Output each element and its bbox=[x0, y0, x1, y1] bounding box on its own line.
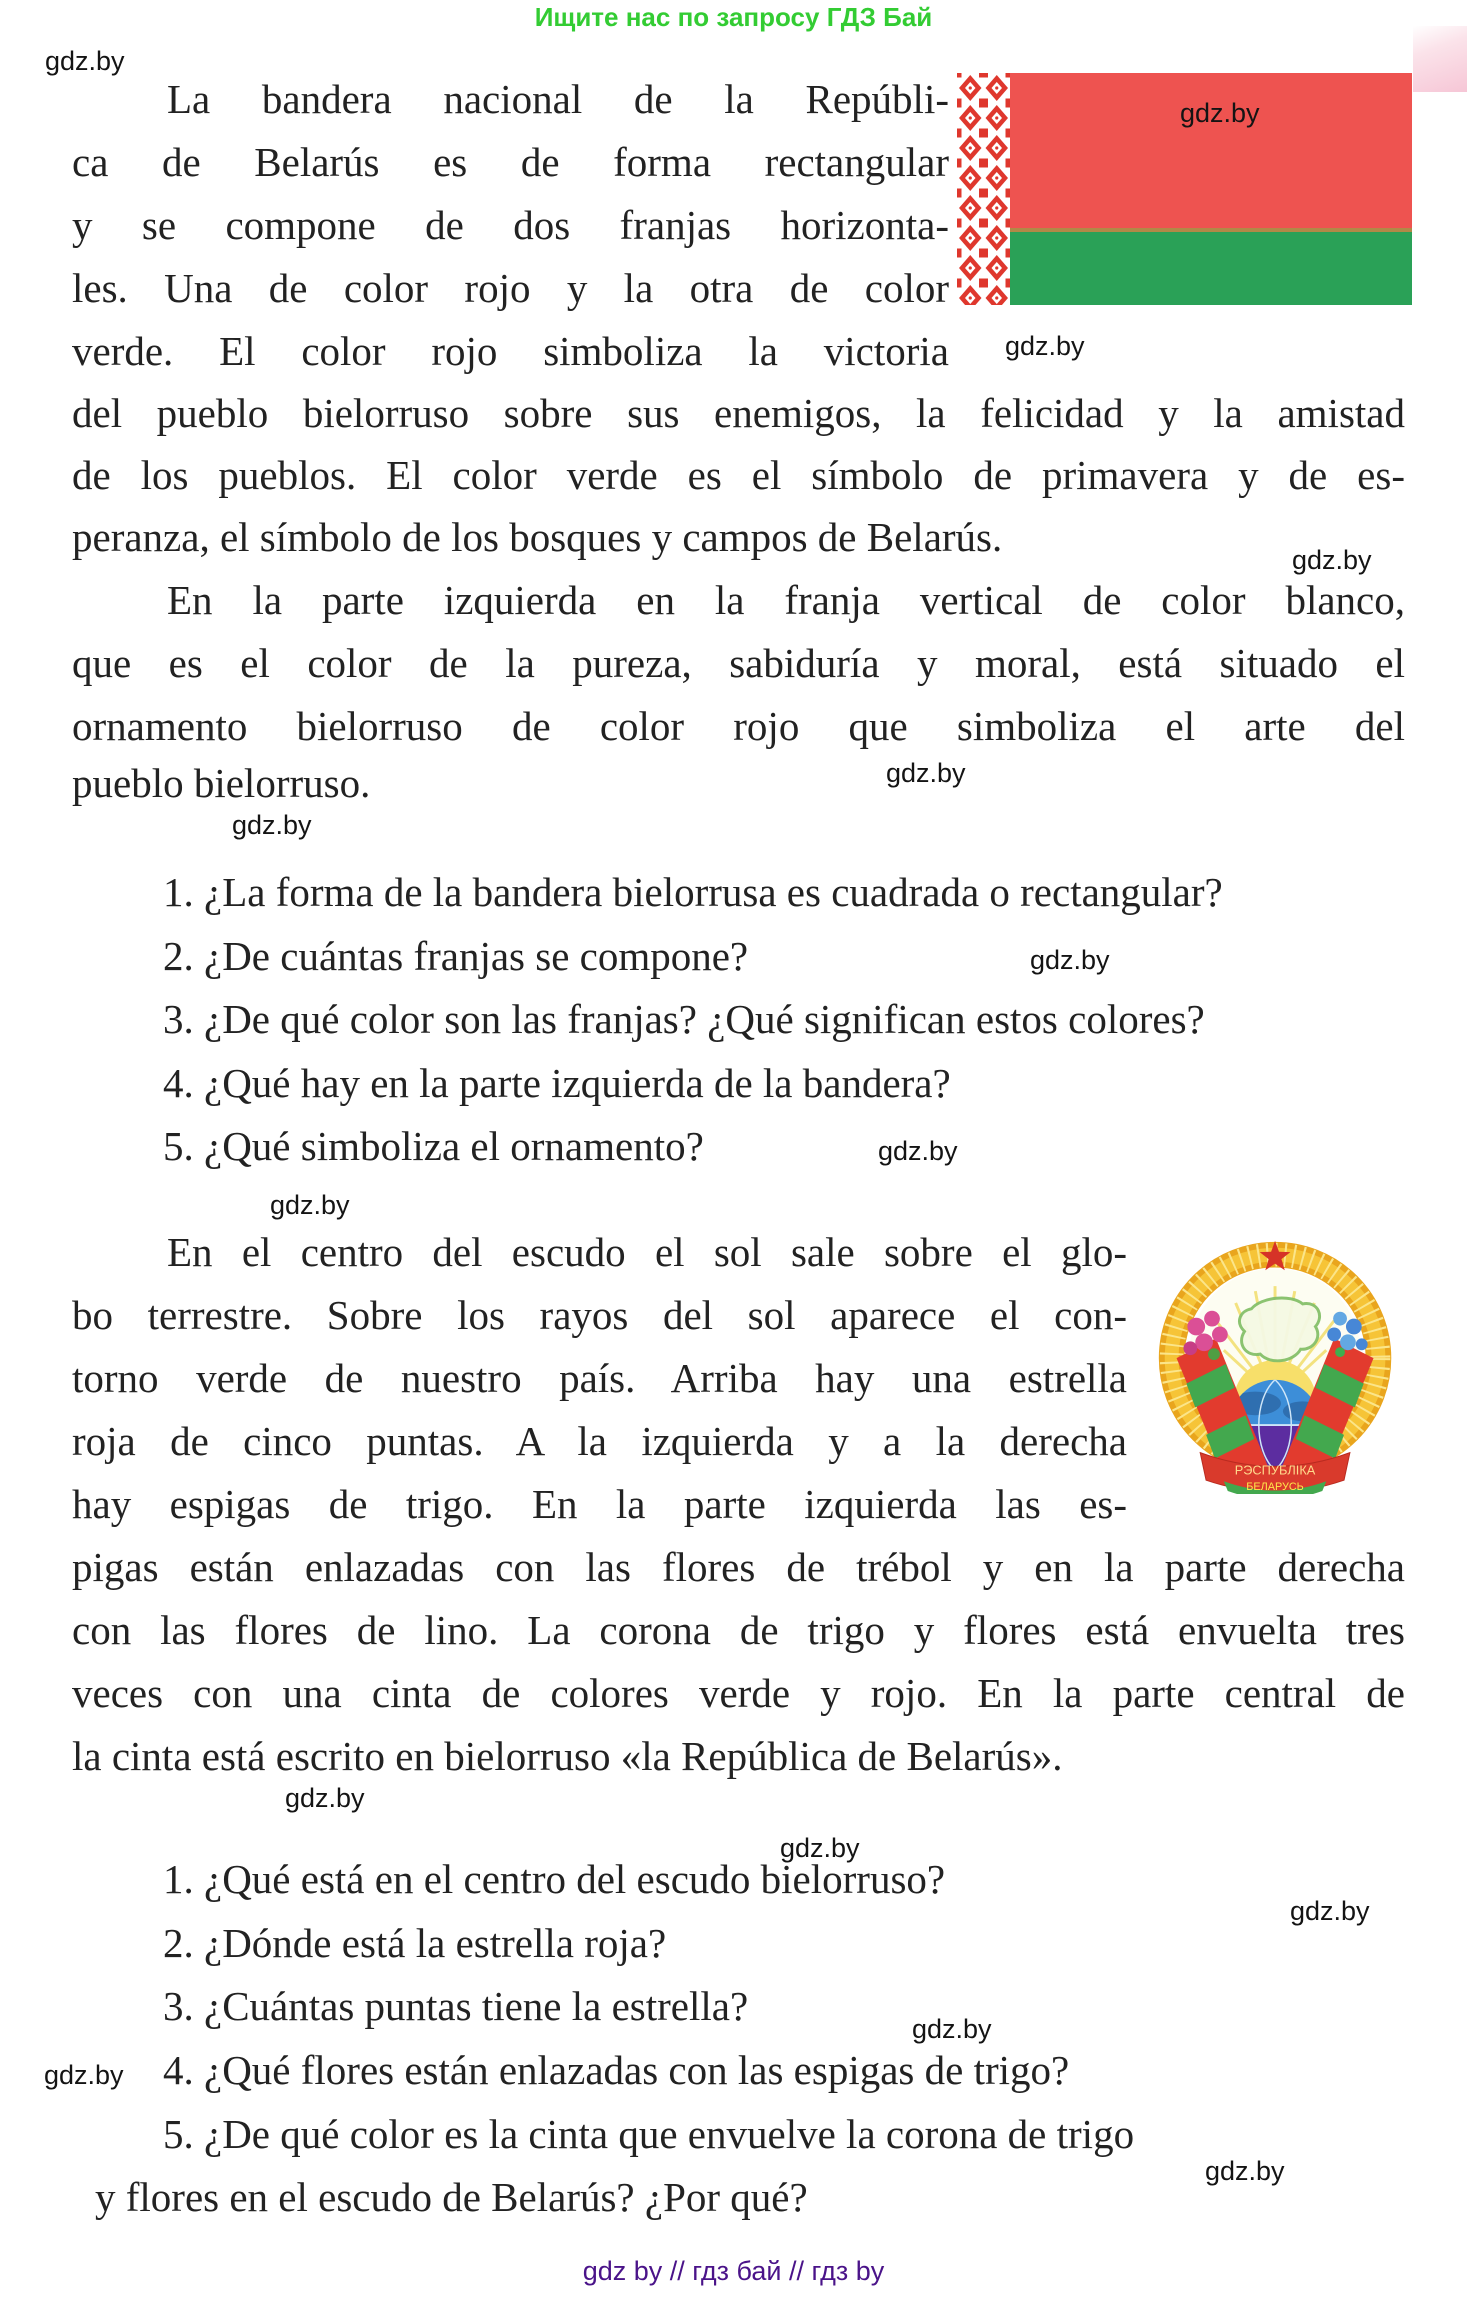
gdz-watermark: gdz.by bbox=[780, 1833, 860, 1863]
flag-question-item: 3. ¿De qué color son las franjas? ¿Qué significan estos colores? bbox=[163, 996, 1205, 1042]
paragraph-line: bo terrestre. Sobre los rayos del sol aparece el con- bbox=[72, 1292, 1127, 1338]
emblem-question-item: 3. ¿Cuántas puntas tiene la estrella? bbox=[163, 1983, 749, 2029]
flag-green-band bbox=[1010, 232, 1412, 305]
promo-header-text: Ищите нас по запросу ГДЗ Бай bbox=[534, 2, 933, 32]
gdz-watermark: gdz.by bbox=[1180, 98, 1260, 128]
gdz-watermark: gdz.by bbox=[1290, 1896, 1370, 1926]
paragraph-line: les. Una de color rojo y la otra de color bbox=[72, 265, 949, 311]
paragraph-line: En el centro del escudo el sol sale sobre el glo- bbox=[167, 1229, 1127, 1275]
gdz-watermark: gdz.by bbox=[1005, 331, 1085, 361]
gdz-watermark: gdz.by bbox=[878, 1136, 958, 1166]
paragraph-line: roja de cinco puntas. A la izquierda y a la derecha bbox=[72, 1418, 1127, 1464]
paragraph-line: de los pueblos. El color verde es el símbolo de primavera y de es- bbox=[72, 452, 1405, 498]
flag-question-item: 2. ¿De cuántas franjas se compone? bbox=[163, 933, 749, 979]
gdz-watermark: gdz.by bbox=[912, 2014, 992, 2044]
paragraph-line: torno verde de nuestro país. Arriba hay una estrella bbox=[72, 1355, 1127, 1401]
gdz-watermark: gdz.by bbox=[1205, 2156, 1285, 2186]
paragraph-line: con las flores de lino. La corona de trigo y flores está envuelta tres bbox=[72, 1607, 1405, 1653]
gdz-watermark: gdz.by bbox=[232, 810, 312, 840]
paragraph-line: que es el color de la pureza, sabiduría y moral, está situado el bbox=[72, 640, 1405, 686]
paragraph-line: En la parte izquierda en la franja vertical de color blanco, bbox=[167, 577, 1405, 623]
footer-search-hint: gdz by // гдз бай // гдз by bbox=[582, 2256, 885, 2286]
emblem-question-item: 2. ¿Dónde está la estrella roja? bbox=[163, 1920, 667, 1966]
gdz-watermark: gdz.by bbox=[1292, 545, 1372, 575]
paragraph-line: verde. El color rojo simboliza la victoria bbox=[72, 328, 949, 374]
paragraph-line: veces con una cinta de colores verde y rojo. En la parte central de bbox=[72, 1670, 1405, 1716]
emblem-question-item: 4. ¿Qué flores están enlazadas con las espigas de trigo? bbox=[163, 2047, 1070, 2093]
paragraph-line: La bandera nacional de la Repúbli- bbox=[167, 76, 949, 122]
paragraph-line: pigas están enlazadas con las flores de trébol y en la parte derecha bbox=[72, 1544, 1405, 1590]
flag-question-item: 1. ¿La forma de la bandera bielorrusa es cuadrada o rectangular? bbox=[163, 869, 1223, 915]
paragraph-line: del pueblo bielorruso sobre sus enemigos, la felicidad y la amistad bbox=[72, 390, 1405, 436]
coat-of-arms-image bbox=[1143, 1232, 1413, 1494]
gdz-watermark: gdz.by bbox=[285, 1783, 365, 1813]
emblem-question-item: 1. ¿Qué está en el centro del escudo bielorruso? bbox=[163, 1856, 946, 1902]
paragraph-line: y se compone de dos franjas horizonta- bbox=[72, 202, 949, 248]
emblem-question-item: y flores en el escudo de Belarús? ¿Por qué? bbox=[95, 2174, 808, 2220]
flag-ornament-strip bbox=[957, 73, 1010, 305]
banner-text-line2: БЕЛАРУСЬ bbox=[1246, 1481, 1304, 1494]
gdz-watermark: gdz.by bbox=[270, 1190, 350, 1220]
gdz-watermark: gdz.by bbox=[44, 2060, 124, 2090]
paragraph-line: hay espigas de trigo. En la parte izquierda las es- bbox=[72, 1481, 1127, 1527]
paragraph-line: ca de Belarús es de forma rectangular bbox=[72, 139, 949, 185]
paragraph-line: peranza, el símbolo de los bosques y campos de Belarús. bbox=[72, 514, 1003, 560]
banner-text-line1: РЭСПУБЛІКА bbox=[1234, 1462, 1316, 1478]
flag-question-item: 5. ¿Qué simboliza el ornamento? bbox=[163, 1123, 704, 1169]
gdz-watermark: gdz.by bbox=[45, 46, 125, 76]
gdz-watermark: gdz.by bbox=[886, 758, 966, 788]
flag-question-item: 4. ¿Qué hay en la parte izquierda de la bandera? bbox=[163, 1060, 951, 1106]
flag-red-band bbox=[1010, 73, 1412, 228]
paragraph-line: ornamento bielorruso de color rojo que simboliza el arte del bbox=[72, 703, 1405, 749]
scan-artifact-pink-corner bbox=[1413, 26, 1467, 92]
paragraph-line: la cinta está escrito en bielorruso «la República de Belarús». bbox=[72, 1733, 1063, 1779]
emblem-question-item: 5. ¿De qué color es la cinta que envuelve la corona de trigo bbox=[163, 2111, 1135, 2157]
paragraph-line: pueblo bielorruso. bbox=[72, 760, 371, 806]
gdz-watermark: gdz.by bbox=[1030, 945, 1110, 975]
